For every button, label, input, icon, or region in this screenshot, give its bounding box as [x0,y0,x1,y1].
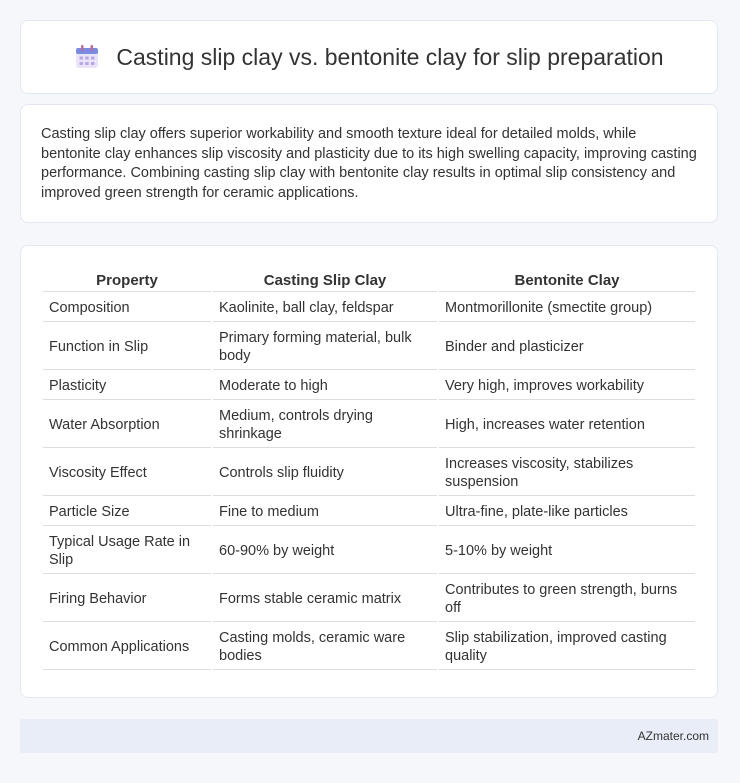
description-text: Casting slip clay offers superior workability and smooth texture ideal for detailed molds, while bentonite clay enhances slip viscosity and plasticity due to its high swelling capacity, improving casting performance. Combining casting slip clay with bentonite clay results in optimal slip consistency and improved green strength for ceramic applications. [41,126,697,201]
table-row [43,372,695,400]
column-header: Bentonite Clay [439,268,695,292]
table-cell: 5-10% by weight [439,528,695,574]
table-cell: Viscosity Effect [43,450,211,496]
table-cell: 60-90% by weight [213,528,437,574]
table-cell: High, increases water retention [439,402,695,448]
footer [20,719,718,753]
table-cell: Water Absorption [43,402,211,448]
comparison-table [41,266,697,672]
table-cell: Function in Slip [43,324,211,370]
calendar-icon [74,44,100,70]
table-cell: Moderate to high [213,372,437,400]
table-row [43,576,695,622]
title-card [20,20,718,94]
table-cell: Kaolinite, ball clay, feldspar [213,294,437,322]
table-row [43,324,695,370]
table-header-row [43,268,695,292]
description-card [20,104,718,223]
table-row [43,402,695,448]
table-cell: Casting molds, ceramic ware bodies [213,624,437,670]
table-cell: Composition [43,294,211,322]
table-cell: Binder and plasticizer [439,324,695,370]
page-title: Casting slip clay vs. bentonite clay for slip preparation [116,43,664,70]
footer-brand[interactable]: AZmater.com [637,729,709,743]
table-cell: Medium, controls drying shrinkage [213,402,437,448]
table-cell: Increases viscosity, stabilizes suspension [439,450,695,496]
column-header: Casting Slip Clay [213,268,437,292]
table-cell: Contributes to green strength, burns off [439,576,695,622]
table-row [43,528,695,574]
table-cell: Common Applications [43,624,211,670]
table-row [43,498,695,526]
comparison-table-card [20,245,718,698]
table-row [43,450,695,496]
table-cell: Particle Size [43,498,211,526]
column-header: Property [43,268,211,292]
table-cell: Montmorillonite (smectite group) [439,294,695,322]
table-cell: Firing Behavior [43,576,211,622]
table-cell: Primary forming material, bulk body [213,324,437,370]
table-cell: Forms stable ceramic matrix [213,576,437,622]
table-cell: Slip stabilization, improved casting quality [439,624,695,670]
table-cell: Very high, improves workability [439,372,695,400]
table-row [43,294,695,322]
table-cell: Typical Usage Rate in Slip [43,528,211,574]
table-cell: Plasticity [43,372,211,400]
table-cell: Ultra-fine, plate-like particles [439,498,695,526]
table-cell: Controls slip fluidity [213,450,437,496]
table-row [43,624,695,670]
table-cell: Fine to medium [213,498,437,526]
